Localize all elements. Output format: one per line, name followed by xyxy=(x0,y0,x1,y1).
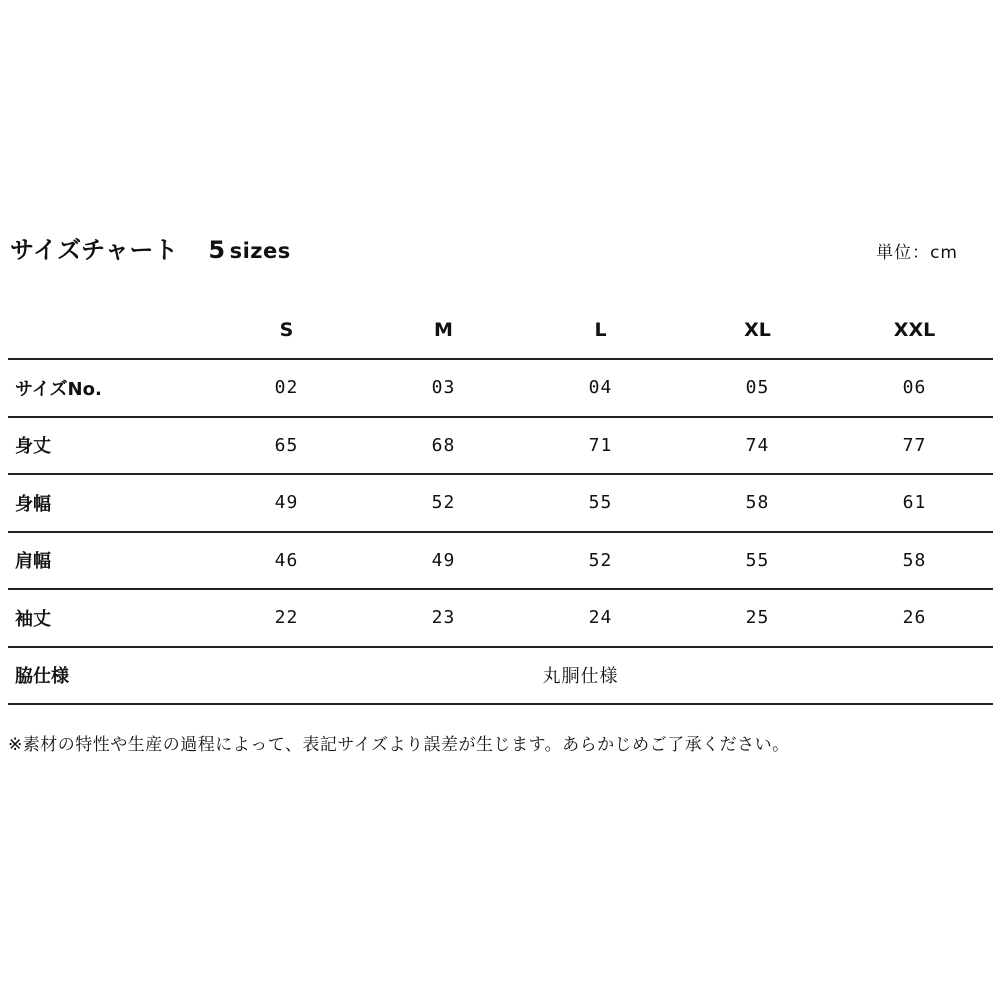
table-cell: 46 xyxy=(208,532,365,590)
row-label: 肩幅 xyxy=(8,532,208,590)
footnote: ※素材の特性や生産の過程によって、表記サイズより誤差が生じます。あらかじめご了承ください。 xyxy=(8,735,790,755)
table-row xyxy=(8,359,993,417)
chart-title-text: サイズチャート xyxy=(10,236,179,264)
table-cell: 71 xyxy=(522,417,679,475)
table-cell: 25 xyxy=(679,589,836,647)
table-cell: 52 xyxy=(365,474,522,532)
table-cell: 74 xyxy=(679,417,836,475)
table-cell: 49 xyxy=(365,532,522,590)
row-label: 身丈 xyxy=(8,417,208,475)
table-cell: 58 xyxy=(679,474,836,532)
column-header: S xyxy=(208,302,365,359)
table-row xyxy=(8,474,993,532)
table-cell: 02 xyxy=(208,359,365,417)
row-label: サイズNo. xyxy=(8,359,208,417)
table-cell: 05 xyxy=(679,359,836,417)
table-cell: 03 xyxy=(365,359,522,417)
table-cell: 77 xyxy=(836,417,993,475)
row-label: 脇仕様 xyxy=(8,647,208,705)
column-header: M xyxy=(365,302,522,359)
table-row xyxy=(8,417,993,475)
table-cell: 52 xyxy=(522,532,679,590)
table-cell: 55 xyxy=(679,532,836,590)
table-cell: 24 xyxy=(522,589,679,647)
table-cell: 58 xyxy=(836,532,993,590)
table-header-row xyxy=(8,302,993,359)
header-corner xyxy=(8,302,208,359)
row-label: 袖丈 xyxy=(8,589,208,647)
column-header: XL xyxy=(679,302,836,359)
size-chart-table xyxy=(8,302,993,705)
chart-title xyxy=(10,230,291,265)
table-cell: 65 xyxy=(208,417,365,475)
table-row-side-spec xyxy=(8,647,993,705)
table-row xyxy=(8,589,993,647)
table-cell: 26 xyxy=(836,589,993,647)
size-count-label: sizes xyxy=(229,239,291,263)
table-cell: 06 xyxy=(836,359,993,417)
table-cell: 61 xyxy=(836,474,993,532)
unit-label: 単位：cm xyxy=(876,243,958,263)
table-cell: 55 xyxy=(522,474,679,532)
column-header: XXL xyxy=(836,302,993,359)
table-cell: 04 xyxy=(522,359,679,417)
size-count: 5 xyxy=(208,236,226,264)
table-cell: 49 xyxy=(208,474,365,532)
table-cell-merged: 丸胴仕様 xyxy=(208,647,993,705)
table-cell: 68 xyxy=(365,417,522,475)
column-header: L xyxy=(522,302,679,359)
table-cell: 23 xyxy=(365,589,522,647)
row-label: 身幅 xyxy=(8,474,208,532)
table-cell: 22 xyxy=(208,589,365,647)
table-row xyxy=(8,532,993,590)
